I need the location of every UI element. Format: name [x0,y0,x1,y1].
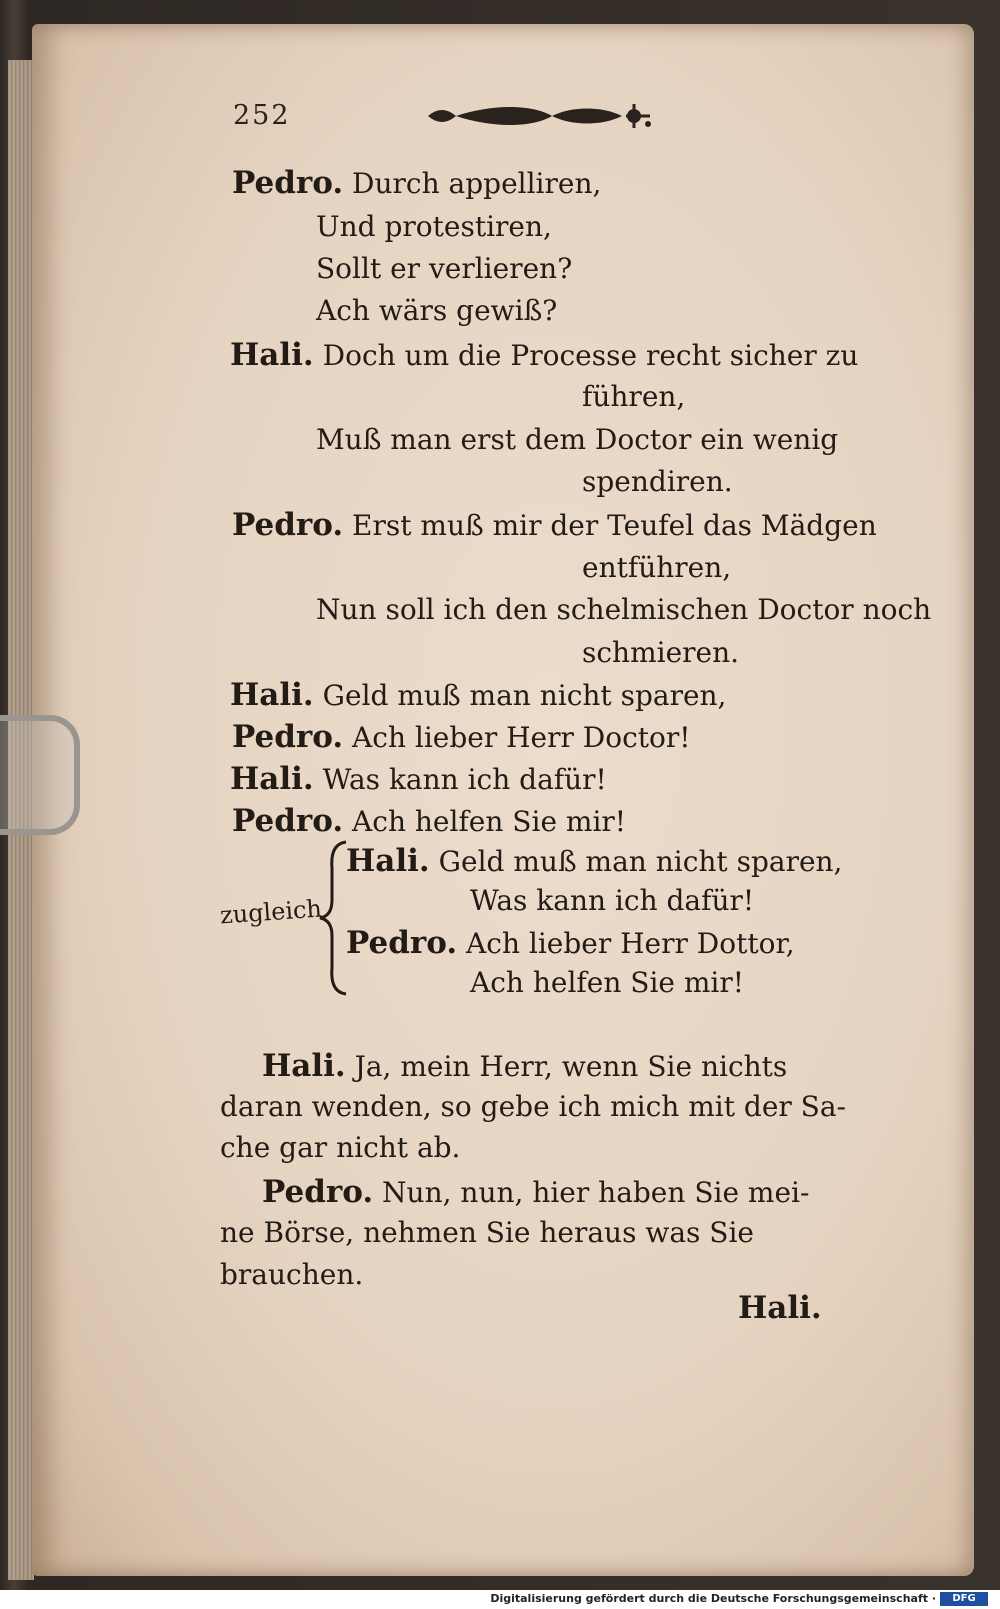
footer-credit: Digitalisierung gefördert durch die Deutsche Forschungsgemeinschaft · [490,1592,936,1605]
page-number: 252 [233,100,291,131]
verse-line: Muß man erst dem Doctor ein wenig [316,423,839,456]
verse-line: spendiren. [582,465,733,498]
verse-line: Hali. Geld muß man nicht sparen, [230,677,727,713]
prose-line: ne Börse, nehmen Sie heraus was Sie [220,1216,754,1249]
prose-line: Hali. Ja, mein Herr, wenn Sie nichts [262,1048,788,1084]
together-line: Ach helfen Sie mir! [470,966,745,999]
verse-line: Sollt er verlieren? [316,252,573,285]
verse-line: entführen, [582,551,732,584]
verse-line: Pedro. Durch appelliren, [232,165,602,201]
clip-holder [0,715,80,835]
verse-line: Hali. Doch um die Processe recht sicher zu [230,337,859,373]
dfg-logo-icon: DFG [940,1592,988,1606]
verse-line: Pedro. Ach lieber Herr Doctor! [232,719,691,755]
prose-line: daran wenden, so gebe ich mich mit der Sa- [220,1090,847,1123]
verse-line: Hali. Was kann ich dafür! [230,761,607,797]
prose-line: Pedro. Nun, nun, hier haben Sie mei- [262,1174,810,1210]
together-line: Was kann ich dafür! [470,884,755,917]
prose-line: brauchen. [220,1258,364,1291]
together-label: zugleich [219,894,323,930]
together-line: Pedro. Ach lieber Herr Dottor, [346,925,795,961]
verse-line: schmieren. [582,636,740,669]
verse-line: führen, [582,380,686,413]
verse-line: Nun soll ich den schelmischen Doctor noch [316,593,932,626]
verse-line: Pedro. Erst muß mir der Teufel das Mädgen [232,507,877,543]
together-line: Hali. Geld muß man nicht sparen, [346,843,843,879]
verse-line: Ach wärs gewiß? [316,294,558,327]
ornament-icon [422,96,662,136]
prose-line: che gar nicht ab. [220,1131,461,1164]
verse-line: Und protestiren, [316,210,552,243]
catchword: Hali. [738,1290,822,1326]
verse-line: Pedro. Ach helfen Sie mir! [232,803,627,839]
